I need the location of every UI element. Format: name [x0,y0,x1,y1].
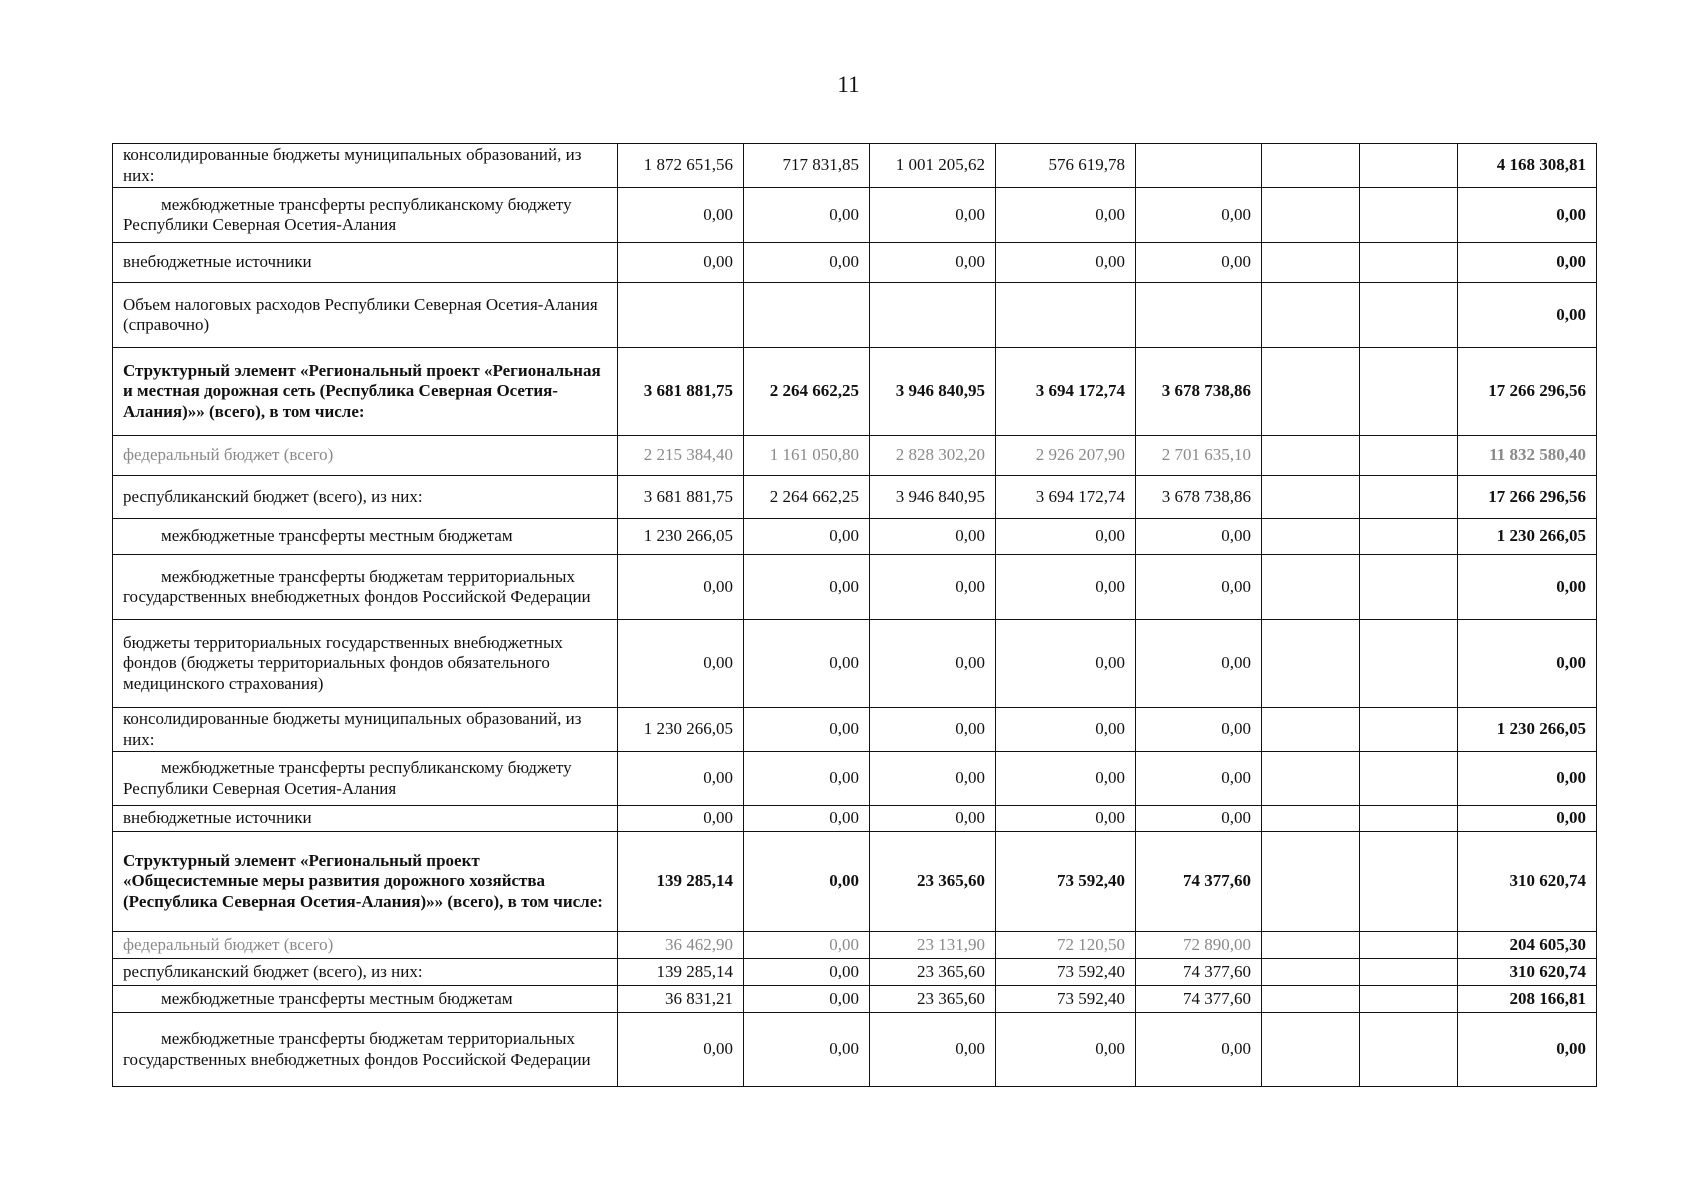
cell-value: 0,00 [996,620,1136,708]
cell-value: 0,00 [744,519,870,555]
cell-value: 2 264 662,25 [744,476,870,519]
cell-value [1262,986,1360,1013]
cell-value: 1 161 050,80 [744,436,870,476]
cell-value: 0,00 [618,188,744,243]
cell-value: 0,00 [744,620,870,708]
cell-value [1360,144,1458,188]
row-total: 310 620,74 [1458,832,1597,932]
cell-value: 0,00 [870,188,996,243]
row-label: межбюджетные трансферты бюджетам территориальных государственных внебюджетных фондов Российской Федерации [113,555,618,620]
row-total: 1 230 266,05 [1458,708,1597,752]
cell-value: 36 831,21 [618,986,744,1013]
cell-value [1360,283,1458,348]
cell-value: 0,00 [1136,708,1262,752]
cell-value: 0,00 [744,932,870,959]
cell-value [870,283,996,348]
table-row [113,959,1597,986]
cell-value: 73 592,40 [996,832,1136,932]
cell-value: 0,00 [618,752,744,806]
cell-value: 2 828 302,20 [870,436,996,476]
cell-value [1262,144,1360,188]
cell-value: 0,00 [618,555,744,620]
row-label: межбюджетные трансферты республиканскому бюджету Республики Северная Осетия-Алания [113,188,618,243]
table-row-section [113,832,1597,932]
row-label: Объем налоговых расходов Республики Северная Осетия-Алания (справочно) [113,283,618,348]
cell-value: 1 230 266,05 [618,708,744,752]
cell-value [1360,555,1458,620]
cell-value: 0,00 [1136,555,1262,620]
cell-value [1360,932,1458,959]
cell-value: 74 377,60 [1136,832,1262,932]
cell-value: 0,00 [744,243,870,283]
cell-value: 0,00 [744,832,870,932]
row-label: межбюджетные трансферты бюджетам территориальных государственных внебюджетных фондов Российской Федерации [113,1013,618,1087]
cell-value [1360,436,1458,476]
cell-value: 3 678 738,86 [1136,476,1262,519]
cell-value [996,283,1136,348]
cell-value: 3 681 881,75 [618,476,744,519]
cell-value: 0,00 [996,1013,1136,1087]
row-label: Структурный элемент «Региональный проект «Региональная и местная дорожная сеть (Республика Северная Осетия-Алания)»» (всего), в том числе: [113,348,618,436]
cell-value: 0,00 [744,188,870,243]
table-row [113,986,1597,1013]
cell-value: 0,00 [618,243,744,283]
table-row [113,519,1597,555]
cell-value: 73 592,40 [996,986,1136,1013]
table-row [113,708,1597,752]
cell-value: 139 285,14 [618,959,744,986]
row-total: 310 620,74 [1458,959,1597,986]
cell-value [1262,708,1360,752]
cell-value [1360,752,1458,806]
row-total: 0,00 [1458,283,1597,348]
row-total: 0,00 [1458,188,1597,243]
row-label: межбюджетные трансферты республиканскому бюджету Республики Северная Осетия-Алания [113,752,618,806]
cell-value [1262,476,1360,519]
cell-value: 2 701 635,10 [1136,436,1262,476]
cell-value: 1 872 651,56 [618,144,744,188]
cell-value: 0,00 [744,806,870,832]
cell-value: 0,00 [618,620,744,708]
cell-value: 0,00 [1136,1013,1262,1087]
row-total: 204 605,30 [1458,932,1597,959]
cell-value: 2 264 662,25 [744,348,870,436]
row-total: 0,00 [1458,555,1597,620]
cell-value: 23 365,60 [870,959,996,986]
row-label: внебюджетные источники [113,243,618,283]
row-label: федеральный бюджет (всего) [113,436,618,476]
table-row [113,1013,1597,1087]
cell-value [1262,283,1360,348]
cell-value [1360,832,1458,932]
cell-value [1360,476,1458,519]
cell-value [1262,519,1360,555]
row-label: бюджеты территориальных государственных внебюджетных фондов (бюджеты территориальных фондов обязательного медицинского страхования) [113,620,618,708]
cell-value: 3 681 881,75 [618,348,744,436]
table-row [113,476,1597,519]
row-label: Структурный элемент «Региональный проект «Общесистемные меры развития дорожного хозяйства (Республика Северная Осетия-Алания)»» (всего), в том числе: [113,832,618,932]
cell-value: 0,00 [1136,806,1262,832]
cell-value: 139 285,14 [618,832,744,932]
cell-value: 74 377,60 [1136,986,1262,1013]
cell-value: 0,00 [996,519,1136,555]
cell-value [1360,708,1458,752]
cell-value: 0,00 [1136,243,1262,283]
cell-value: 0,00 [1136,519,1262,555]
cell-value: 0,00 [870,243,996,283]
table-row [113,620,1597,708]
cell-value: 0,00 [996,555,1136,620]
cell-value: 0,00 [996,243,1136,283]
row-total: 0,00 [1458,243,1597,283]
page-number: 11 [837,72,860,97]
row-label: консолидированные бюджеты муниципальных образований, из них: [113,708,618,752]
cell-value: 0,00 [1136,188,1262,243]
budget-table [112,143,1597,1087]
cell-value [1262,806,1360,832]
cell-value: 23 365,60 [870,986,996,1013]
row-total: 0,00 [1458,806,1597,832]
table-row [113,243,1597,283]
cell-value: 0,00 [996,188,1136,243]
cell-value: 2 926 207,90 [996,436,1136,476]
cell-value: 0,00 [744,555,870,620]
cell-value [1360,188,1458,243]
cell-value: 72 120,50 [996,932,1136,959]
row-label: внебюджетные источники [113,806,618,832]
row-total: 17 266 296,56 [1458,476,1597,519]
cell-value [1262,1013,1360,1087]
cell-value [1360,620,1458,708]
cell-value: 74 377,60 [1136,959,1262,986]
cell-value: 0,00 [744,986,870,1013]
cell-value: 0,00 [870,620,996,708]
cell-value [1262,436,1360,476]
cell-value: 0,00 [1136,620,1262,708]
cell-value [1360,986,1458,1013]
row-label: межбюджетные трансферты местным бюджетам [113,519,618,555]
cell-value: 0,00 [870,806,996,832]
table-row [113,555,1597,620]
cell-value: 72 890,00 [1136,932,1262,959]
table-row [113,806,1597,832]
cell-value [1262,932,1360,959]
cell-value: 3 946 840,95 [870,348,996,436]
cell-value: 0,00 [996,708,1136,752]
table-row-section [113,348,1597,436]
table-row [113,283,1597,348]
row-label: республиканский бюджет (всего), из них: [113,959,618,986]
cell-value: 73 592,40 [996,959,1136,986]
cell-value [1360,519,1458,555]
cell-value: 0,00 [870,519,996,555]
cell-value [1262,243,1360,283]
cell-value: 3 694 172,74 [996,476,1136,519]
cell-value [744,283,870,348]
cell-value: 0,00 [996,752,1136,806]
table-row [113,752,1597,806]
cell-value [1262,832,1360,932]
cell-value [1360,243,1458,283]
row-label: консолидированные бюджеты муниципальных образований, из них: [113,144,618,188]
cell-value: 0,00 [744,752,870,806]
cell-value [1262,620,1360,708]
cell-value: 717 831,85 [744,144,870,188]
cell-value: 0,00 [870,1013,996,1087]
row-total: 0,00 [1458,1013,1597,1087]
row-label: федеральный бюджет (всего) [113,932,618,959]
cell-value [1136,283,1262,348]
row-label: межбюджетные трансферты местным бюджетам [113,986,618,1013]
cell-value: 0,00 [1136,752,1262,806]
cell-value [1262,188,1360,243]
cell-value: 23 131,90 [870,932,996,959]
cell-value: 0,00 [870,708,996,752]
cell-value [1262,348,1360,436]
row-label: республиканский бюджет (всего), из них: [113,476,618,519]
cell-value: 576 619,78 [996,144,1136,188]
table-row [113,932,1597,959]
cell-value [1136,144,1262,188]
cell-value: 0,00 [744,1013,870,1087]
cell-value [618,283,744,348]
cell-value [1360,1013,1458,1087]
cell-value: 0,00 [996,806,1136,832]
cell-value: 2 215 384,40 [618,436,744,476]
cell-value: 0,00 [744,959,870,986]
cell-value: 0,00 [870,555,996,620]
cell-value: 0,00 [618,806,744,832]
cell-value: 0,00 [744,708,870,752]
row-total: 208 166,81 [1458,986,1597,1013]
cell-value: 0,00 [870,752,996,806]
table-row [113,188,1597,243]
cell-value [1262,555,1360,620]
cell-value [1360,806,1458,832]
row-total: 0,00 [1458,620,1597,708]
table-row [113,436,1597,476]
cell-value: 3 678 738,86 [1136,348,1262,436]
cell-value [1360,959,1458,986]
row-total: 11 832 580,40 [1458,436,1597,476]
cell-value [1262,752,1360,806]
table-row [113,144,1597,188]
cell-value: 3 946 840,95 [870,476,996,519]
row-total: 17 266 296,56 [1458,348,1597,436]
cell-value: 1 001 205,62 [870,144,996,188]
row-total: 1 230 266,05 [1458,519,1597,555]
cell-value: 0,00 [618,1013,744,1087]
cell-value [1262,959,1360,986]
row-total: 4 168 308,81 [1458,144,1597,188]
cell-value: 36 462,90 [618,932,744,959]
row-total: 0,00 [1458,752,1597,806]
cell-value: 23 365,60 [870,832,996,932]
cell-value: 3 694 172,74 [996,348,1136,436]
cell-value: 1 230 266,05 [618,519,744,555]
cell-value [1360,348,1458,436]
